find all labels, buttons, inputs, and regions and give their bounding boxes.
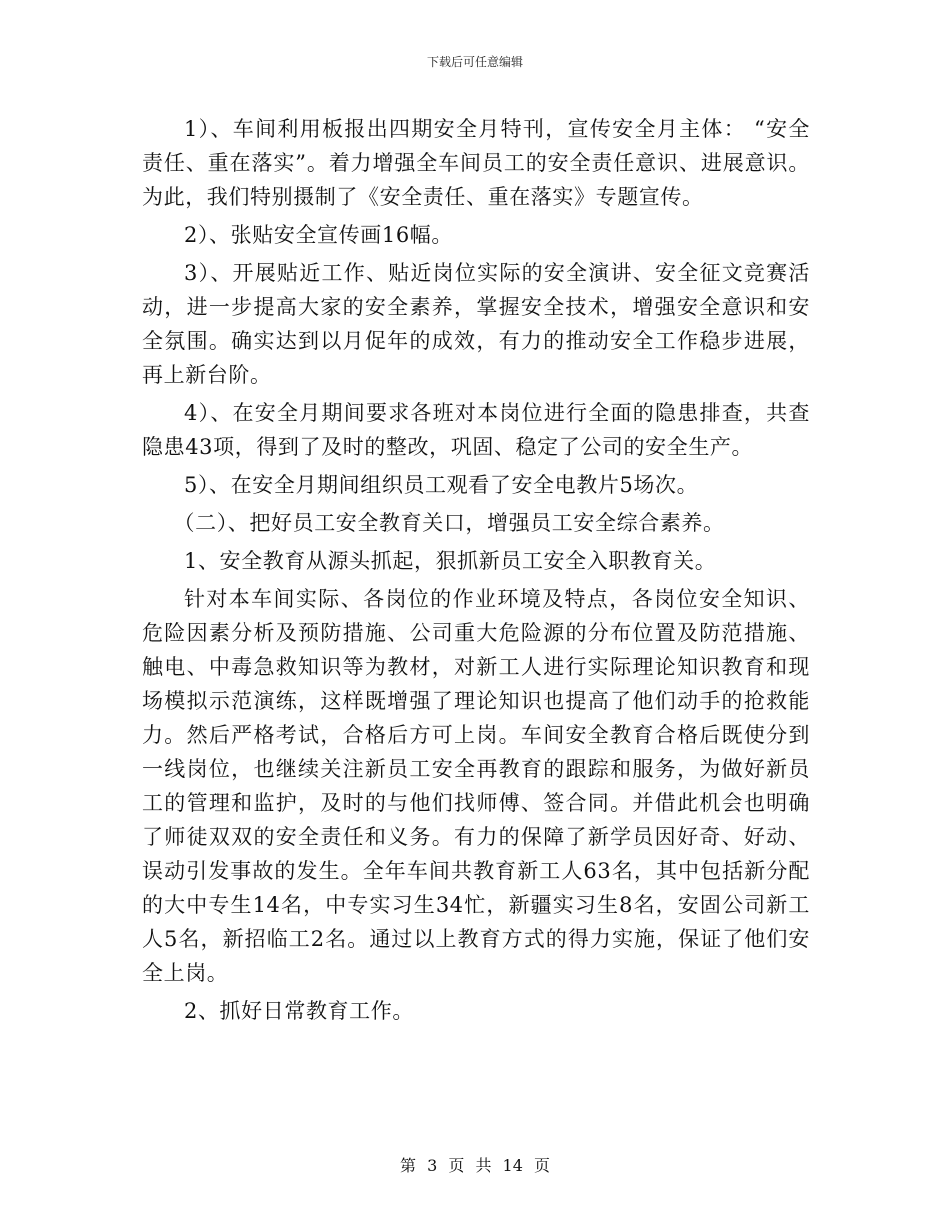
document-body	[142, 112, 810, 1032]
paragraph-1: 1）、车间利用板报出四期安全月特刊，宣传安全月主体： “安全责任、重在落实”。着力增强全车间员工的安全责任意识、进展意识。为此，我们特别摄制了《安全责任、重在落实》专题宣传。	[142, 117, 810, 209]
section-heading: （二）、把好员工安全教育关口，增强员工安全综合素养。	[173, 511, 725, 535]
paragraph-3: 3）、开展贴近工作、贴近岗位实际的安全演讲、安全征文竞赛活动，进一步提高大家的安全素养，掌握安全技术，增强安全意识和安全氛围。确实达到以月促年的成效，有力的推动安全工作稳步进展，再上新台阶。	[142, 261, 810, 387]
page-footer: 第 3 页 共 14 页	[400, 1156, 550, 1175]
subsection-heading-2: 2、抓好日常教育工作。	[184, 999, 414, 1023]
paragraph-2: 2）、张贴安全宣传画16幅。	[184, 223, 453, 247]
subsection-heading-1: 1、安全教育从源头抓起，狠抓新员工安全入职教育关。	[184, 549, 717, 573]
page-header: 下载后可任意编辑	[426, 55, 523, 69]
paragraph-5: 5）、在安全月期间组织员工观看了安全电教片5场次。	[184, 473, 699, 497]
paragraph-4: 4）、在安全月期间要求各班对本岗位进行全面的隐患排查，共查隐患43项，得到了及时的整改，巩固、稳定了公司的安全生产。	[142, 401, 810, 459]
paragraph-6: 针对本车间实际、各岗位的作业环境及特点，各岗位安全知识、危险因素分析及预防措施、公司重大危险源的分布位置及防范措施、触电、中毒急救知识等为教材，对新工人进行实际理论知识教育和现场模拟示范演练，这样既增强了理论知识也提高了他们动手的抢救能力。然后严格考试，合格后方可上岗。车间安全教育合格后既使分到一线岗位，也继续关注新员工安全再教育的跟踪和服务，为做好新员工的管理和监护，及时的与他们找师傅、签合同。并借此机会也明确了师徒双双的安全责任和义务。有力的保障了新学员因好奇、好动、误动引发事故的发生。全年车间共教育新工人63名，其中包括新分配的大中专生14名，中专实习生34忙，新疆实习生8名，安固公司新工人5名，新招临工2名。通过以上教育方式的得力实施，保证了他们安全上岗。	[142, 587, 810, 985]
